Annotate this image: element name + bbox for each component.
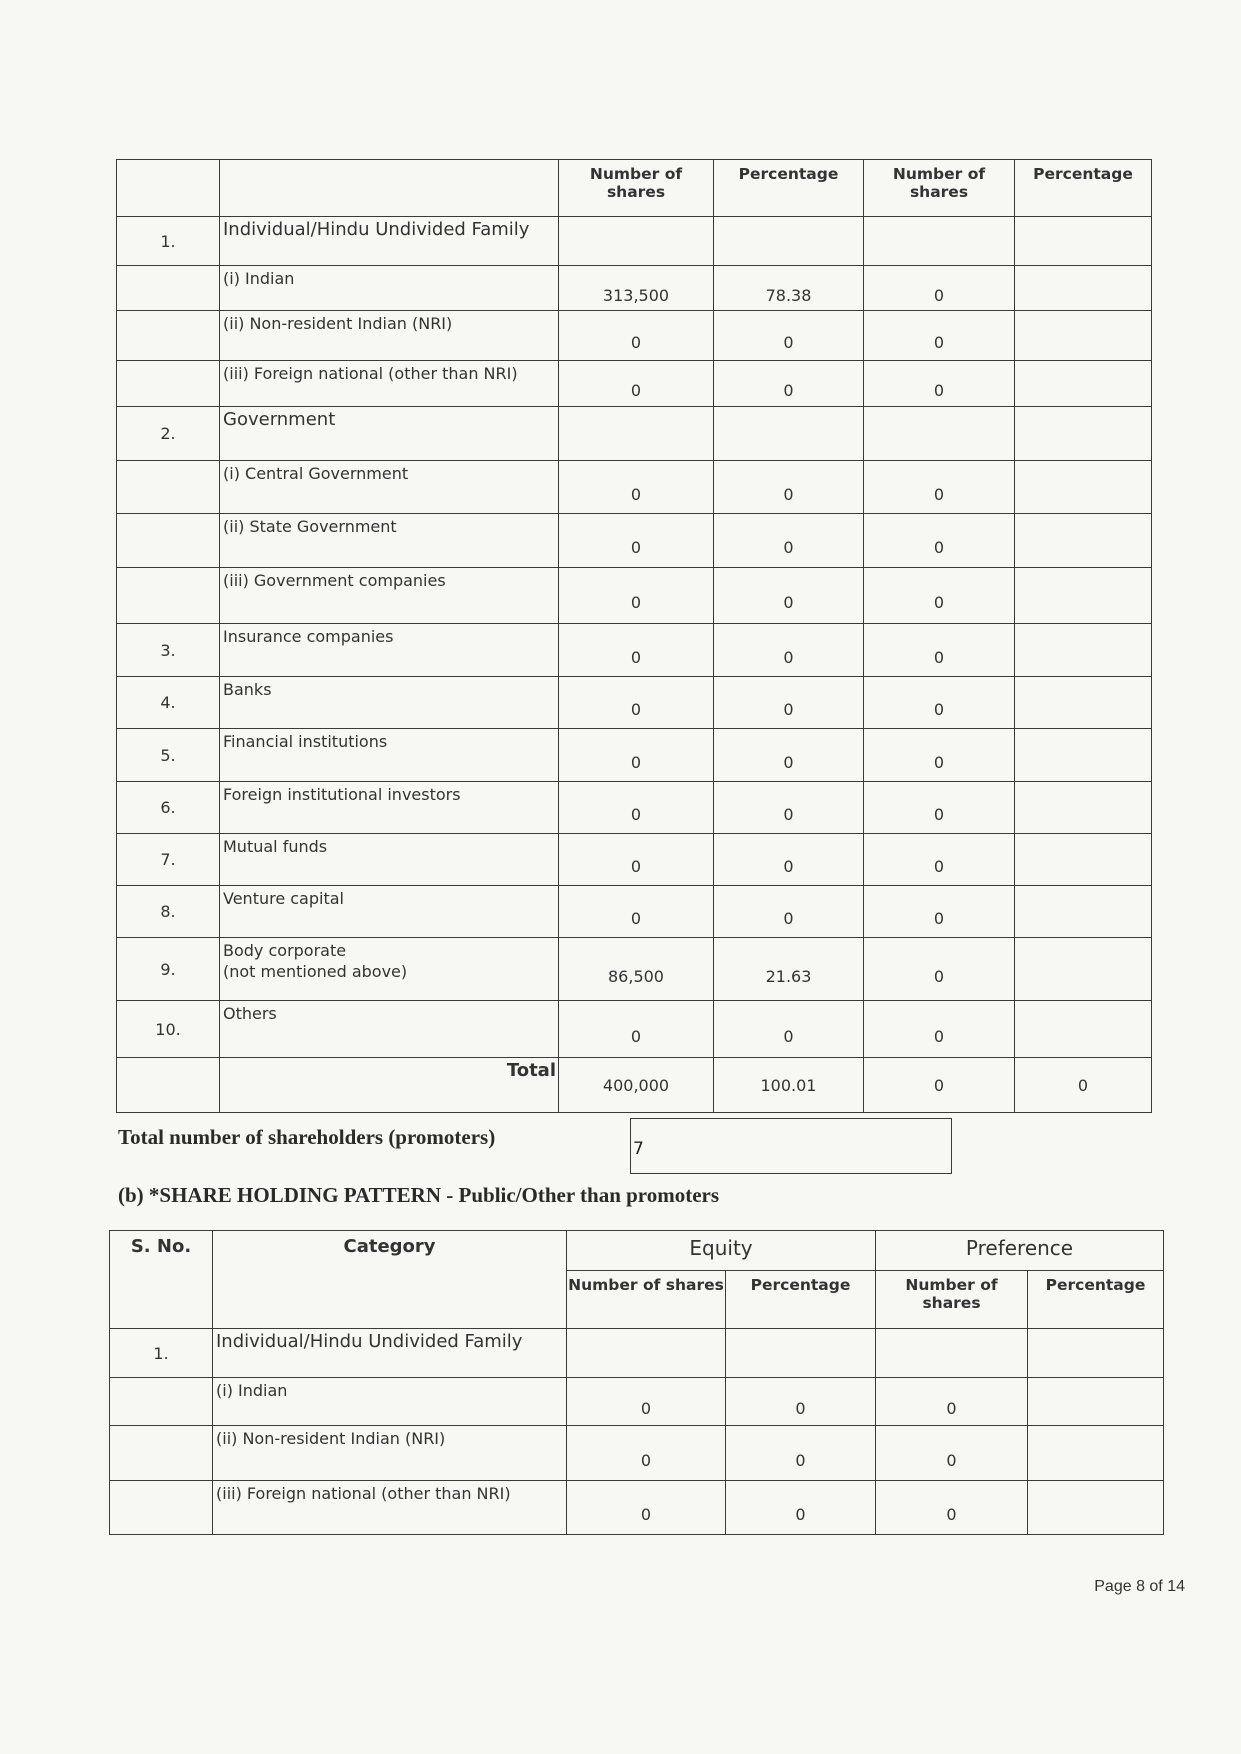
header-preference-percentage: Percentage — [1015, 160, 1152, 217]
header-category: Category — [213, 1231, 567, 1329]
row-preference-shares: 0 — [864, 886, 1015, 938]
row-equity-percentage — [714, 407, 864, 461]
row-preference-percentage — [1028, 1329, 1164, 1378]
row-preference-shares: 0 — [864, 1001, 1015, 1058]
row-equity-percentage — [726, 1329, 876, 1378]
row-preference-percentage — [1015, 568, 1152, 624]
table-row — [117, 938, 1152, 1001]
row-equity-shares — [559, 217, 714, 266]
row-sno — [117, 568, 220, 624]
row-category: (i) Indian — [220, 266, 559, 311]
header-sno-blank — [117, 160, 220, 217]
total-label: Total — [220, 1058, 559, 1113]
row-equity-shares: 0 — [567, 1378, 726, 1426]
table-row — [117, 461, 1152, 514]
row-preference-percentage — [1015, 938, 1152, 1001]
row-category: (ii) State Government — [220, 514, 559, 568]
row-preference-percentage — [1015, 461, 1152, 514]
row-equity-shares: 0 — [559, 311, 714, 361]
row-equity-percentage: 0 — [714, 624, 864, 677]
total-shareholders-label: Total number of shareholders (promoters) — [118, 1125, 496, 1149]
promoters-shareholding-table — [116, 159, 1152, 1113]
row-equity-percentage: 0 — [714, 677, 864, 729]
row-equity-percentage: 0 — [714, 568, 864, 624]
row-sno: 3. — [117, 624, 220, 677]
row-preference-shares: 0 — [864, 266, 1015, 311]
row-preference-percentage — [1015, 886, 1152, 938]
header-equity: Equity — [567, 1231, 876, 1271]
row-preference-percentage — [1015, 514, 1152, 568]
row-equity-shares: 0 — [559, 782, 714, 834]
table-row — [117, 834, 1152, 886]
row-equity-shares: 0 — [559, 677, 714, 729]
row-sno — [117, 461, 220, 514]
header-preference-shares: Number of shares — [864, 160, 1015, 217]
row-preference-percentage — [1028, 1426, 1164, 1481]
table-header-row — [110, 1231, 1164, 1271]
row-preference-shares — [864, 407, 1015, 461]
header-category-blank — [220, 160, 559, 217]
total-equity-shares: 400,000 — [559, 1058, 714, 1113]
row-preference-percentage — [1015, 311, 1152, 361]
row-preference-shares: 0 — [864, 938, 1015, 1001]
row-preference-percentage — [1015, 729, 1152, 782]
row-equity-percentage: 78.38 — [714, 266, 864, 311]
row-preference-percentage — [1015, 1001, 1152, 1058]
row-equity-percentage — [714, 217, 864, 266]
row-category: Government — [220, 407, 559, 461]
table-row — [117, 886, 1152, 938]
total-equity-percentage: 100.01 — [714, 1058, 864, 1113]
row-preference-shares: 0 — [864, 361, 1015, 407]
row-sno: 9. — [117, 938, 220, 1001]
table-row — [110, 1481, 1164, 1535]
row-equity-shares: 0 — [559, 1001, 714, 1058]
row-sno: 1. — [110, 1329, 213, 1378]
table-row — [117, 217, 1152, 266]
row-preference-shares: 0 — [876, 1481, 1028, 1535]
table-row — [110, 1378, 1164, 1426]
row-category: (iii) Foreign national (other than NRI) — [220, 361, 559, 407]
row-category: Financial institutions — [220, 729, 559, 782]
row-equity-shares: 86,500 — [559, 938, 714, 1001]
total-preference-percentage: 0 — [1015, 1058, 1152, 1113]
row-equity-percentage: 0 — [714, 461, 864, 514]
row-sno: 8. — [117, 886, 220, 938]
row-preference-shares: 0 — [864, 782, 1015, 834]
row-preference-shares: 0 — [864, 677, 1015, 729]
row-equity-percentage: 0 — [714, 1001, 864, 1058]
row-equity-shares — [567, 1329, 726, 1378]
row-category: (i) Indian — [213, 1378, 567, 1426]
total-shareholders-value: 7 — [633, 1139, 644, 1159]
table-row — [117, 729, 1152, 782]
row-equity-percentage: 0 — [714, 834, 864, 886]
row-preference-shares: 0 — [864, 568, 1015, 624]
row-sno: 5. — [117, 729, 220, 782]
row-equity-percentage: 0 — [714, 782, 864, 834]
row-sno — [117, 311, 220, 361]
row-sno: 4. — [117, 677, 220, 729]
row-equity-percentage: 0 — [714, 729, 864, 782]
row-preference-shares: 0 — [864, 461, 1015, 514]
row-sno — [117, 266, 220, 311]
row-preference-shares — [876, 1329, 1028, 1378]
row-equity-percentage: 21.63 — [714, 938, 864, 1001]
row-sno: 1. — [117, 217, 220, 266]
row-preference-shares: 0 — [876, 1378, 1028, 1426]
row-preference-percentage — [1015, 407, 1152, 461]
row-preference-percentage — [1015, 217, 1152, 266]
table-row — [117, 361, 1152, 407]
row-equity-shares: 313,500 — [559, 266, 714, 311]
row-preference-shares — [864, 217, 1015, 266]
table-row — [117, 311, 1152, 361]
row-preference-percentage — [1028, 1481, 1164, 1535]
row-equity-shares: 0 — [559, 461, 714, 514]
row-sno: 10. — [117, 1001, 220, 1058]
row-equity-percentage: 0 — [726, 1481, 876, 1535]
table-header-row — [117, 160, 1152, 217]
row-category: (ii) Non-resident Indian (NRI) — [213, 1426, 567, 1481]
row-preference-percentage — [1015, 782, 1152, 834]
row-preference-shares: 0 — [864, 514, 1015, 568]
row-equity-shares: 0 — [559, 624, 714, 677]
row-sno — [110, 1481, 213, 1535]
row-equity-shares: 0 — [567, 1481, 726, 1535]
table-row — [117, 514, 1152, 568]
row-category: Mutual funds — [220, 834, 559, 886]
row-preference-percentage — [1015, 834, 1152, 886]
row-category: Venture capital — [220, 886, 559, 938]
header-equity-percentage: Percentage — [726, 1271, 876, 1329]
table-row — [117, 782, 1152, 834]
row-preference-shares: 0 — [876, 1426, 1028, 1481]
row-equity-shares: 0 — [559, 361, 714, 407]
row-preference-shares: 0 — [864, 624, 1015, 677]
row-equity-percentage: 0 — [714, 514, 864, 568]
header-preference: Preference — [876, 1231, 1164, 1271]
row-equity-percentage: 0 — [726, 1378, 876, 1426]
row-preference-percentage — [1015, 361, 1152, 407]
page-number: Page 8 of 14 — [1094, 1578, 1185, 1595]
row-preference-percentage — [1028, 1378, 1164, 1426]
row-equity-shares: 0 — [559, 834, 714, 886]
row-equity-percentage: 0 — [714, 361, 864, 407]
table-row — [117, 1001, 1152, 1058]
row-equity-shares: 0 — [559, 729, 714, 782]
row-category: Others — [220, 1001, 559, 1058]
row-sno: 2. — [117, 407, 220, 461]
total-shareholders-box — [630, 1118, 952, 1174]
table-row — [117, 568, 1152, 624]
row-preference-percentage — [1015, 624, 1152, 677]
row-equity-percentage: 0 — [714, 311, 864, 361]
row-category: (iii) Foreign national (other than NRI) — [213, 1481, 567, 1535]
header-equity-shares: Number of shares — [567, 1271, 726, 1329]
row-sno — [117, 361, 220, 407]
total-preference-shares: 0 — [864, 1058, 1015, 1113]
table-row — [110, 1426, 1164, 1481]
row-preference-shares: 0 — [864, 834, 1015, 886]
table-row — [110, 1329, 1164, 1378]
table-row — [117, 407, 1152, 461]
row-equity-shares: 0 — [559, 886, 714, 938]
row-equity-percentage: 0 — [714, 886, 864, 938]
row-category: Body corporate (not mentioned above) — [220, 938, 559, 1001]
section-b-title: (b) *SHARE HOLDING PATTERN - Public/Other than promoters — [118, 1183, 720, 1207]
row-equity-percentage: 0 — [726, 1426, 876, 1481]
table-row — [117, 266, 1152, 311]
row-category: Insurance companies — [220, 624, 559, 677]
header-equity-percentage: Percentage — [714, 160, 864, 217]
row-equity-shares — [559, 407, 714, 461]
header-preference-shares: Number of shares — [876, 1271, 1028, 1329]
header-sno: S. No. — [110, 1231, 213, 1329]
row-category: Foreign institutional investors — [220, 782, 559, 834]
row-preference-shares: 0 — [864, 311, 1015, 361]
row-sno: 7. — [117, 834, 220, 886]
row-category: (iii) Government companies — [220, 568, 559, 624]
row-category: Individual/Hindu Undivided Family — [220, 217, 559, 266]
row-category: Individual/Hindu Undivided Family — [213, 1329, 567, 1378]
table-row — [117, 677, 1152, 729]
header-equity-shares: Number of shares — [559, 160, 714, 217]
row-preference-percentage — [1015, 266, 1152, 311]
row-sno: 6. — [117, 782, 220, 834]
row-equity-shares: 0 — [559, 514, 714, 568]
row-category: Banks — [220, 677, 559, 729]
row-sno — [117, 514, 220, 568]
row-sno — [110, 1426, 213, 1481]
table-row — [117, 624, 1152, 677]
row-category: (i) Central Government — [220, 461, 559, 514]
row-category: (ii) Non-resident Indian (NRI) — [220, 311, 559, 361]
header-preference-percentage: Percentage — [1028, 1271, 1164, 1329]
public-shareholding-table — [109, 1230, 1164, 1535]
total-sno-blank — [117, 1058, 220, 1113]
row-preference-percentage — [1015, 677, 1152, 729]
row-equity-shares: 0 — [567, 1426, 726, 1481]
total-row — [117, 1058, 1152, 1113]
row-equity-shares: 0 — [559, 568, 714, 624]
row-sno — [110, 1378, 213, 1426]
row-preference-shares: 0 — [864, 729, 1015, 782]
